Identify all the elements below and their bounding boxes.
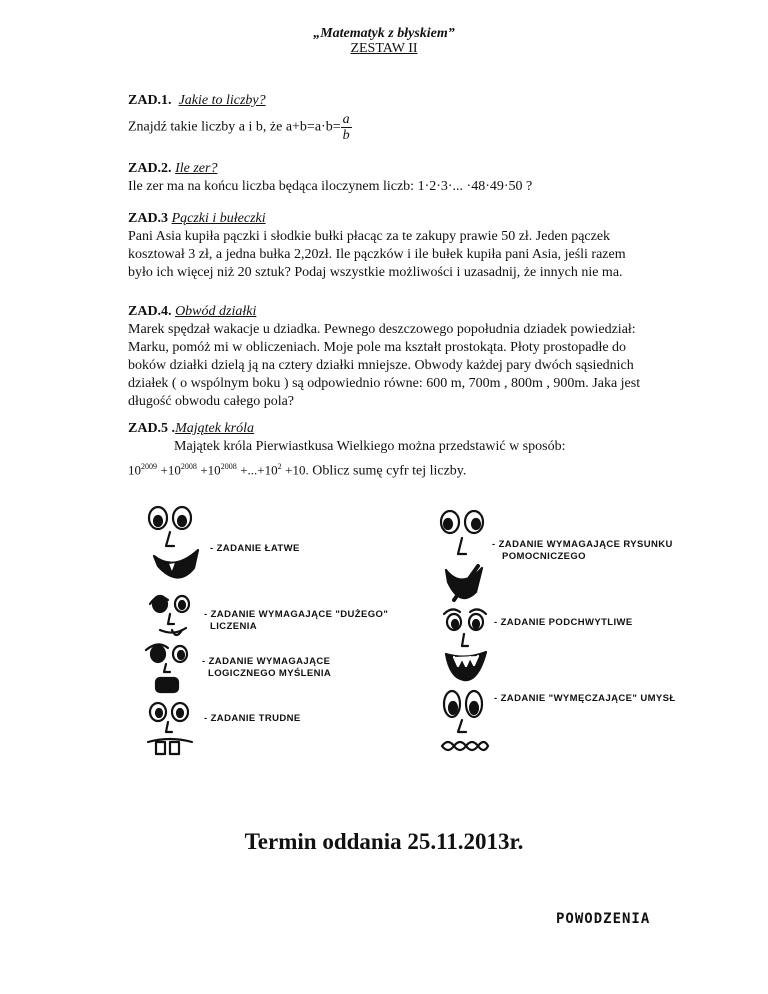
legend-exhausting: - ZADANIE "WYMĘCZAJĄCE" UMYSŁ [494, 693, 676, 704]
formula-exp-1: 2009 [141, 462, 157, 471]
task-3-label: ZAD.3 [128, 211, 169, 226]
face-big-calculation-icon [146, 590, 202, 640]
task-1-body [128, 112, 648, 143]
formula-exp-2: 2008 [180, 462, 197, 471]
face-logical-thinking-icon [144, 640, 200, 696]
face-hard-icon [144, 700, 200, 758]
formula-term-1: 10 [128, 462, 141, 478]
task-5-text: Majątek króla Pierwiastkusa Wielkiego można przedstawić w sposób: [174, 439, 566, 454]
legend-big-calculation-line-2: LICZENIA [210, 621, 258, 632]
formula-tail: +10. [285, 462, 309, 478]
task-2-title: Ile zer? [175, 161, 218, 176]
fraction-numerator: a [342, 112, 350, 127]
fraction-denominator: b [342, 128, 350, 143]
task-3-title: Pączki i bułeczki [171, 211, 266, 226]
legend-logical-thinking [202, 656, 331, 680]
task-5-label: ZAD.5 . [128, 421, 176, 436]
formula-term-3: +10 [200, 462, 221, 478]
legend-logical-thinking-line-1: - ZADANIE WYMAGAJĄCE [202, 656, 331, 667]
legend-big-calculation [204, 609, 388, 633]
legend-drawing-line-2: POMOCNICZEGO [502, 551, 586, 562]
face-exhausting-icon [434, 688, 494, 760]
legend-hard: - ZADANIE TRUDNE [204, 713, 301, 724]
legend-tricky: - ZADANIE PODCHWYTLIWE [494, 617, 633, 628]
formula-exp-3: 2008 [220, 462, 237, 471]
document-subtitle: ZESTAW II [350, 41, 418, 56]
legend-easy: - ZADANIE ŁATWE [210, 543, 300, 554]
formula-term-4: +...+10 [240, 462, 278, 478]
legend-logical-thinking-line-2: LOGICZNEGO MYŚLENIA [208, 668, 332, 679]
task-4-title: Obwód działki [175, 304, 257, 319]
task-2 [128, 160, 648, 196]
task-1-label: ZAD.1. [128, 93, 172, 108]
good-luck-text: POWODZENIA [556, 911, 651, 927]
task-2-label: ZAD.2. [128, 161, 172, 176]
deadline-text: Termin oddania 25.11.2013r. [244, 829, 524, 854]
task-1-title: Jakie to liczby? [178, 93, 266, 108]
task-3 [128, 210, 648, 282]
task-1 [128, 92, 648, 110]
formula-exp-4: 2 [277, 462, 282, 471]
task-4-label: ZAD.4. [128, 304, 172, 319]
task-1-fraction [341, 112, 352, 143]
task-3-text: Pani Asia kupiła pączki i słodkie bułki płacąc za te zakupy prawie 50 zł. Jeden pączek kosztował 3 zł, a jedna bułka 2,20zł. Ile pączków i ile bułek kupiła pani Asia, jeśli razem było ich więcej niż 20 sztuk? Podaj wszystkie możliwości i uzasadnij, że innych nie ma. [128, 229, 626, 280]
face-drawing-icon [436, 508, 492, 612]
task-1-text: Znajdź takie liczby a i b, że a+b=a·b= [128, 119, 341, 135]
task-5-question: Oblicz sumę cyfr tej liczby. [312, 463, 467, 479]
face-tricky-icon [438, 604, 494, 684]
task-5-formula [128, 458, 648, 481]
face-easy-icon [138, 506, 208, 588]
legend-big-calculation-line-1: - ZADANIE WYMAGAJĄCE "DUŻEGO" [204, 609, 389, 620]
formula-term-2: +10 [160, 462, 181, 478]
task-4 [128, 303, 648, 411]
legend-drawing [492, 539, 673, 563]
task-2-text: Ile zer ma na końcu liczba będąca iloczynem liczb: 1·2·3·... ·48·49·50 ? [128, 179, 533, 194]
legend-drawing-line-1: - ZADANIE WYMAGAJĄCE RYSUNKU [492, 539, 673, 550]
task-4-text: Marek spędzał wakacje u dziadka. Pewnego deszczowego popołudnia dziadek powiedział: Marku, pomóż mi w obliczeniach. Moje pole ma kształt prostokąta. Płoty prostopadłe do boków działki dzielą ją na cztery działki mniejsze. Obwody każdej pary dwóch sąsiednich działek ( o wspólnym boku ) są odpowiednio równe: 600 m, 700m , 800m , 900m. Jaka jest długość obwodu całego pola? [128, 322, 641, 409]
document-title: „Matematyk z błyskiem” [313, 26, 455, 41]
task-5-title: Majątek króla [175, 421, 254, 436]
task-5 [128, 420, 648, 481]
